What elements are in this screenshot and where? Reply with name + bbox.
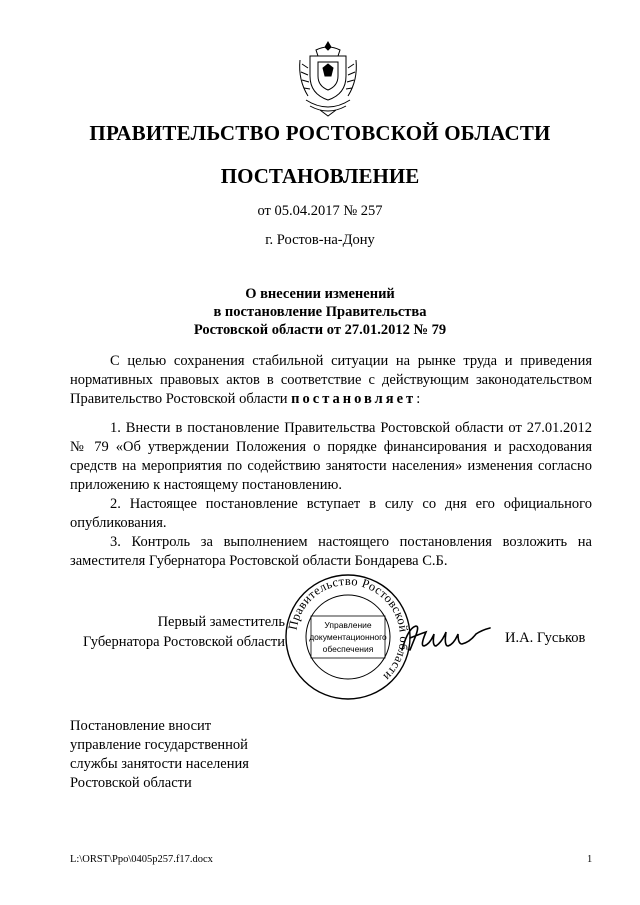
decree-item: 2. Настоящее постановление вступает в силу со дня его официального опубликования. (70, 496, 592, 531)
submission-note-line: Постановление вносит (70, 718, 212, 734)
stamp-center-line: Управление (324, 620, 372, 630)
decree-item: 1. Внести в постановление Правительства Ростовской области от 27.01.2012 № 79 «Об утверждении Положения о порядке финансирования и расходования средств на мероприятия по содействию занятости населения» изменения согласно приложению к настоящему постановлению. (70, 420, 592, 493)
preamble-tail: : (416, 391, 421, 407)
coat-of-arms-emblem (296, 40, 360, 118)
document-date-number: от 05.04.2017 № 257 (257, 203, 383, 219)
decree-word: постановляет (291, 391, 417, 407)
subject-line: Ростовской области от 27.01.2012 № 79 (193, 322, 447, 338)
preamble-text: С целью сохранения стабильной ситуации на рынке труда и приведения нормативных правовых актов в соответствие с действующим законодательством Правительство Ростовской области (70, 353, 592, 407)
signatory-role (70, 612, 285, 652)
subject-line: О внесении изменений (245, 286, 395, 302)
document-type: ПОСТАНОВЛЕНИЕ (220, 164, 420, 188)
decree-item: 3. Контроль за выполнением настоящего постановления возложить на заместителя Губернатора Ростовской области Бондарева С.Б. (70, 534, 592, 569)
subject-line: в постановление Правительства (213, 304, 427, 320)
organization-title: ПРАВИТЕЛЬСТВО РОСТОВСКОЙ ОБЛАСТИ (89, 121, 551, 145)
file-path: L:\ORST\Ppo\0405p257.f17.docx (70, 854, 213, 865)
official-stamp (283, 572, 413, 702)
signatory-role-line: Губернатора Ростовской области (82, 634, 285, 650)
stamp-ring-text: Правительство Ростовской области (285, 573, 412, 684)
page-number: 1 (587, 854, 593, 865)
document-subject (0, 285, 640, 339)
decree-items (70, 419, 592, 571)
submission-note-line: службы занятости населения (70, 756, 249, 772)
signatory-role-line: Первый заместитель (157, 614, 285, 630)
preamble-paragraph (70, 352, 592, 409)
signatory-name: И.А. Гуськов (505, 630, 586, 646)
submission-note-line: управление государственной (70, 737, 248, 753)
document-place: г. Ростов-на-Дону (265, 232, 375, 248)
submission-note (70, 717, 249, 793)
submission-note-line: Ростовской области (70, 775, 192, 791)
handwritten-signature (398, 620, 498, 658)
stamp-center-line: документационного (309, 632, 387, 642)
stamp-center-line: обеспечения (322, 644, 374, 654)
